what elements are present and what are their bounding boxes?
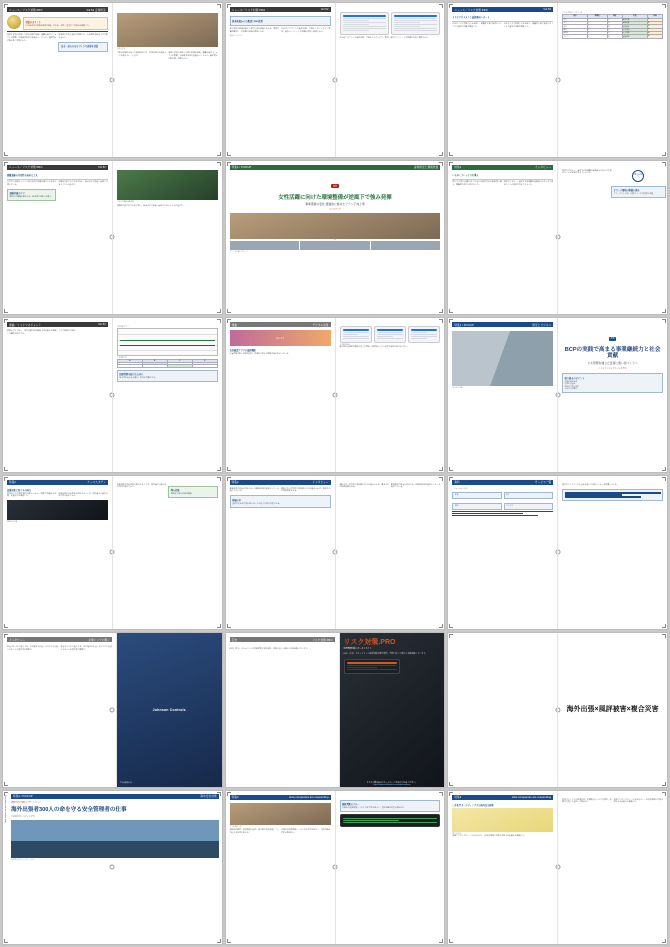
body-text: 指標をグラフ化し、経営会議で定点観測する仕組みを構築した事例を紹介する。	[7, 330, 57, 335]
body-text: 自治体アカウントの運用体制、平時からのフォロワー獲得、発信テンプレートの整備が有効と指摘された。	[339, 36, 430, 39]
box-title: オフィス環境の整備も進む	[613, 190, 640, 192]
table-title: ソリューション体系	[452, 487, 468, 490]
article-title: 熊本地震からの教訓とSNS活用	[232, 20, 263, 23]
body-text: 訓練後の振り返りを必ず行い、改善点を手順書へ反映させるサイクルが重要だ。	[58, 180, 108, 186]
box-title: 渡航判断のフロー	[342, 804, 360, 806]
body-text: 施設のライフサイクル全体を通じた支援メニューを整備している。	[562, 483, 619, 486]
sns-label: 投稿タイムライン	[229, 34, 244, 37]
author-label: 三井化学ホールディングス	[11, 815, 35, 818]
spread-17[interactable]	[225, 790, 446, 946]
spread-7[interactable]	[2, 317, 223, 473]
page-right	[557, 3, 667, 157]
box-body: フリーアドレス化、休憩スペースの拡充を実施。	[613, 193, 655, 195]
page-left	[3, 318, 112, 472]
table-row: 火災 大 低 初期消火 B	[563, 25, 663, 28]
point-2: 電源の多重化	[564, 383, 576, 386]
app-screen-3	[408, 326, 440, 343]
box-body: 異常の予兆を早期に捉えることが最大の防災対策になる。	[232, 502, 282, 505]
page-header: 連載／リスクマネジメント Vol.52	[9, 323, 106, 327]
table-title: リスク評価マトリクス一覧	[562, 12, 583, 14]
photo-building	[452, 331, 553, 386]
ad-url-label: リスク対策.PROのホームページをお申し込みください。	[366, 781, 418, 784]
body-text: 各社のリスク評価手法を比較し、影響度と発生頻度のマトリクス運用の実態を調査した。	[452, 23, 502, 29]
ad-body: BCP、防災、セキュリティの最新情報を毎日配信。実務に役立つ資料も多数掲載しています。	[343, 653, 428, 655]
body-text: 発災直後のSNS投稿から被害状況を把握する試み。情報の真偽確認と二次拡散の抑制が課題となる。	[229, 28, 280, 33]
body-text: 老朽化した空調設備の更新に合わせ、制御の最適化を実施。消費電力を削減した。	[7, 492, 57, 498]
app-screen-2	[374, 326, 406, 343]
body-text: BCP、防災、セキュリティの最新情報を毎日配信。実務に役立つ資料も多数掲載しています。	[229, 648, 309, 650]
article-title: 安否確認アプリの最新機能	[229, 350, 256, 352]
section-title: 海外出張×風評被害×複合災害	[566, 706, 659, 714]
lead-text: 地域防災の取り組みが評価され、内閣府特命担当大臣表彰を受けた。	[58, 34, 108, 39]
page-left	[226, 318, 335, 472]
ad-brand: リスク対策.PRO	[343, 639, 396, 646]
spread-11[interactable]	[225, 475, 446, 631]
page-header: インタビュー 企業トップに聞く	[9, 638, 110, 642]
table-row: 水害 中 高 事前避難 A	[563, 21, 663, 24]
spread-9[interactable]	[447, 317, 668, 473]
spread-13[interactable]	[2, 632, 223, 788]
box-title: 現場の声	[232, 499, 241, 502]
photo-evacuation-drill	[117, 170, 218, 200]
thumb-3	[371, 241, 440, 250]
page-right	[112, 318, 222, 472]
page-header: ニュース／リスク対策.PRO Vol.52	[231, 8, 329, 12]
page-left	[226, 633, 339, 787]
chart-label: 月次推移グラフ	[116, 326, 129, 328]
article-title: 三井化学ホールディングスの海外安全体制	[452, 804, 494, 807]
feature-badge: 特集	[610, 338, 615, 340]
terminal-screen	[340, 814, 441, 827]
thumb-2	[300, 241, 369, 250]
campaign-banner[interactable]	[230, 330, 331, 346]
map-caption: 拠点分布図	[452, 832, 461, 835]
page-left	[3, 3, 112, 157]
box-title: 導入効果	[170, 490, 180, 492]
body-text: 育児や介護と仕事の両立を支える制度設計を段階的に導入。離職率の低下に結び付いた。	[452, 180, 502, 186]
page-right-ad[interactable]	[339, 633, 445, 787]
table-title: 主要指標一覧	[116, 357, 127, 360]
body-text: 各社のリスク評価手法を比較し、影響度と発生頻度のマトリクス運用の実態を調査した。	[503, 23, 554, 29]
article-title: いち早くフレックスを導入	[452, 174, 479, 177]
thumb-1	[230, 241, 299, 250]
author-label: ジョンソンコントロールズ 社長	[598, 368, 627, 371]
photo-caption: 表彰式会場	[116, 48, 126, 50]
page-right	[557, 476, 667, 630]
photo-caption: 安全管理担当者	[229, 825, 242, 828]
page-header: 特集1 / PICKUP 産業防災と情報発信	[231, 166, 439, 169]
box-title: 指標管理を続けるために	[119, 374, 144, 377]
page-header: 特集2 インタビュー	[231, 481, 329, 484]
body-text: 外務省の危険情報レベルと自社基準を照合し、最終判断は対策本部が行う。	[281, 828, 331, 834]
feature-title: 女性活躍に向けた環境整備が逆風下で強み発揮	[278, 194, 392, 201]
page-left	[226, 791, 335, 945]
page-left	[448, 476, 557, 630]
article-title: リスクアセスメント最新動向レポート	[452, 17, 490, 19]
page-right	[557, 791, 667, 945]
table-row: 停電 中 中 非常電源 B	[563, 28, 663, 31]
ad-lead: 危機管理情報のポータルサイト	[343, 648, 372, 650]
column-label-3: 改修	[454, 505, 459, 508]
page-right	[112, 476, 222, 630]
body-text: 安全はすべてに優先する。その理念を社員一人ひとりに浸透させることが経営者の責務だ。	[7, 646, 59, 651]
box-body: 想定外の事態を織り込み、参加者の判断力を養う。	[9, 196, 54, 199]
photo-caption: オフィスで働くスタッフ	[229, 250, 249, 253]
body-text: 遠隔での一次対応と現地駆け付けを組み合わせ、復旧までの時間短縮を図る。	[339, 483, 389, 489]
indicator-table: A B C D	[117, 359, 218, 367]
body-text: 今後は近隣自治体への横展開を図り、広域連携の枠組みづくりを進めていく方針だ。	[116, 52, 167, 58]
spread-2[interactable]	[225, 2, 446, 158]
spread-3[interactable]	[447, 2, 668, 158]
photo-machine-room	[7, 500, 108, 520]
sub-heading: 安全・安心のまちづくりで表彰を受賞	[60, 46, 99, 49]
page-right	[557, 161, 667, 315]
photo-caption: 海外拠点のコンテナターミナル	[11, 858, 35, 861]
photo-office	[230, 213, 441, 239]
screen-caption-1: 安否確認画面	[339, 343, 350, 346]
spread-8[interactable]	[225, 317, 446, 473]
page-right	[112, 3, 222, 157]
column-label-2: 保守	[506, 494, 510, 497]
award-box-title: 受賞のポイント	[25, 21, 41, 24]
table-row: 地震 大 中 BCP発動 A	[563, 18, 663, 21]
box-title: 取り組みのポイント	[564, 377, 585, 380]
body-text: 更新投資の回収年数を明示することで、経営層の合意形成を円滑に進められた。	[58, 492, 108, 498]
page-left	[226, 3, 335, 157]
spread-1[interactable]	[2, 2, 223, 158]
body-text: 導入時は登録率の維持が最大の課題。定期的なテスト配信で運用を根付かせたい。	[339, 346, 410, 349]
page-left	[448, 161, 557, 315]
table-row: サイバー 大 高 多層防御 A	[563, 35, 663, 38]
column-label-4: コンサル	[506, 505, 514, 508]
spread-6[interactable]	[447, 160, 668, 316]
page-right	[557, 318, 667, 472]
body-text: 顧客施設の安全を守るため、24時間体制の監視センターを運用している。	[229, 487, 280, 493]
page-left	[3, 476, 112, 630]
body-text: 地域ごとのリスクレベルを色分けし、出張申請時に自動で判定する仕組みを構築した。	[452, 834, 527, 837]
page-left	[3, 161, 112, 315]
page-header: 広告 リスク対策.PRO	[231, 638, 333, 642]
photo-safety-manager	[230, 803, 331, 825]
body-text-2: 地域と企業が連携した防災訓練の実施、避難所運営マニュアルの整備、要配慮者支援の仕組みづくりなど、継続的な活動が高く評価された。	[168, 52, 218, 60]
spread-4[interactable]	[2, 160, 223, 316]
article-title: 避難訓練の実効性を高める工夫	[7, 174, 38, 177]
body-text: 地域ごとのリスクレベルを色分けし、出張申請時に自動で判定する仕組みを構築した。	[613, 798, 664, 804]
page-header: 特集1 インタビュー	[454, 166, 552, 169]
feature-subtitle: 事業環境の変化 組織的に進めたブランド向上策	[305, 201, 365, 206]
feature-subtitle: ビル管理を通じた災害に強い街づくりへ	[587, 360, 638, 365]
photo-caption: 工場での避難誘導訓練	[116, 200, 134, 203]
body-text: 位置情報連動、自動再送信、家族間共有など機能の幅が広がっている。	[229, 353, 291, 355]
point-4: 人材育成の継続	[564, 388, 578, 391]
campaign-date: 5/29 まで	[275, 337, 285, 340]
page-header: ニュース／リスク対策.PRO Vol.52 企業防災	[9, 8, 106, 12]
page-right	[335, 791, 445, 945]
page-right	[335, 3, 445, 157]
side-text: Preparation for an outdoor duty	[4, 794, 6, 823]
spread-5[interactable]	[225, 160, 446, 316]
page-left	[226, 161, 445, 315]
box-body: 年間電力量を約18%削減。	[170, 493, 194, 495]
page-header: 特集3 / PICKUP 海外安全対策	[13, 795, 217, 798]
spread-14[interactable]	[225, 632, 446, 788]
spread-15[interactable]	[447, 632, 668, 788]
photo-caption: 本社ビル外観	[452, 387, 463, 389]
spread-18[interactable]	[447, 790, 668, 946]
point-3: 地域との協定締結	[564, 385, 580, 388]
page-left	[448, 3, 557, 157]
photo-caption: 代表取締役社長	[119, 782, 132, 785]
award-emblem	[7, 15, 21, 29]
feature-badge: 特集	[332, 185, 337, 188]
body-text: 訓練後の振り返りを必ず行い、改善点を手順書へ反映させるサイクルが重要だ。	[116, 204, 185, 207]
spread-12[interactable]	[447, 475, 668, 631]
article-title: 設備更新と省エネの両立	[7, 489, 32, 492]
page-right	[112, 161, 222, 315]
page-header: 特集2 ケーススタディ	[9, 481, 106, 484]
page-header: 特集3 How companies are responding	[231, 795, 329, 799]
page-left	[226, 476, 335, 630]
article-title: リスク指標の可視化	[58, 330, 76, 332]
app-screen-1	[340, 326, 372, 343]
page-right	[557, 633, 667, 787]
page-header: ニュース／リスク対策.PRO Vol.52	[9, 165, 106, 169]
feature-subtitle: 渡航可否を判断より早くジャッジ	[11, 801, 41, 804]
award-box-body: 住民参加型の訓練を年4回実施。自治体・消防・企業の三者協定を締結した。	[25, 24, 91, 27]
box-body: 担当者の属人化を避け、集計を自動化する。	[119, 377, 158, 380]
box-body: 外務省の危険情報レベルと自社基準を照合し、最終判断は対策本部が行う。	[342, 807, 407, 809]
column-label-1: 監視	[454, 494, 459, 497]
body-text: 顧客施設の安全を守るため、24時間体制の監視センターを運用している。	[390, 483, 441, 489]
photo-port	[11, 820, 219, 858]
body-text: 自治体アカウントの運用体制、平時からのフォロワー獲得、発信テンプレートの整備が有効と指摘された。	[281, 28, 331, 33]
body-text: 制度だけでなく、運用する管理職の意識改革をあわせて進めたことが定着の決め手となった。	[562, 169, 612, 175]
photo-award-ceremony	[117, 13, 218, 47]
sns-screenshot-2	[391, 12, 440, 35]
page-header: 特集3 How companies are responding	[454, 795, 552, 799]
company-logo: Johnson Controls	[152, 707, 186, 712]
page-left	[3, 633, 116, 787]
box-title: 訓練実施のコツ	[9, 193, 25, 196]
photo-caption: 機械室の設備	[7, 521, 18, 524]
page-header: ニュース／リスク対策.PRO Vol.52	[454, 8, 552, 12]
page-right	[335, 318, 445, 472]
spread-16[interactable]	[2, 790, 223, 946]
body-text: 渡航前の研修、現地情報の収集、緊急時の連絡体制。三つの柱で出張者を支える。	[229, 828, 280, 834]
body-text: 制度だけでなく、運用する管理職の意識改革をあわせて進めたことが定着の決め手となった。	[503, 180, 554, 186]
author-label: ランクアップ	[329, 209, 341, 212]
point-1: 設備の遠隔監視	[564, 380, 578, 383]
page-right	[335, 476, 445, 630]
body-text: 更新投資の回収年数を明示することで、経営層の合意形成を円滑に進められた。	[116, 483, 167, 489]
spread-10[interactable]	[2, 475, 223, 631]
body-text: 地域と企業が連携した防災訓練の実施、避難所運営マニュアルの整備、要配慮者支援の仕組みづくりなど、継続的な活動が高く評価された。	[7, 34, 57, 42]
body-text: 現地スタッフとの定期連絡、医療搬送サービスの契約、保険の見直しも並行して進める。	[562, 798, 612, 804]
feature-title: BCPの実践で高まる事業継続力と社会貢献	[564, 347, 661, 360]
table-row: 感染症 大 中 在宅勤務 A	[563, 32, 663, 35]
sns-screenshot-1	[340, 12, 389, 35]
ad-url[interactable]: https://www.risktaisaku.com/site/members	[373, 783, 411, 786]
world-map	[452, 808, 553, 832]
page-left	[448, 633, 557, 787]
risk-matrix-table: 項目 影響度 頻度 対策 評価 地震 大 中 BCP発動 A 水害 中 高 事前避難 A 火災 大 低 初期消火 B 停電 中 中 非常電源 B 感染症 大 中 在宅勤務 A サイバー 大 高 多層防御 A	[562, 14, 663, 39]
page-header: 資料 サービス一覧	[454, 481, 552, 484]
body-text: 安全はすべてに優先する。その理念を社員一人ひとりに浸透させることが経営者の責務だ。	[60, 646, 112, 651]
page-left	[448, 318, 557, 472]
page-left	[448, 791, 557, 945]
page-header: 特集2 / PICKUP 防災とビジネス	[454, 323, 552, 327]
page-left	[3, 791, 222, 945]
body-text: 遠隔での一次対応と現地駆け付けを組み合わせ、復旧までの時間短縮を図る。	[281, 487, 331, 493]
page-right	[116, 633, 222, 787]
anniversary-mark: 創立25周年	[632, 170, 644, 182]
body-text: 抜き打ち訓練やシナリオ非公開型の訓練を導入する企業が増えている。	[7, 180, 57, 186]
trend-chart	[117, 328, 218, 356]
page-header: 連載 デジタル活用	[231, 323, 329, 327]
feature-title: 海外出張者300人の命を守る安全管理者の仕事	[11, 806, 127, 813]
